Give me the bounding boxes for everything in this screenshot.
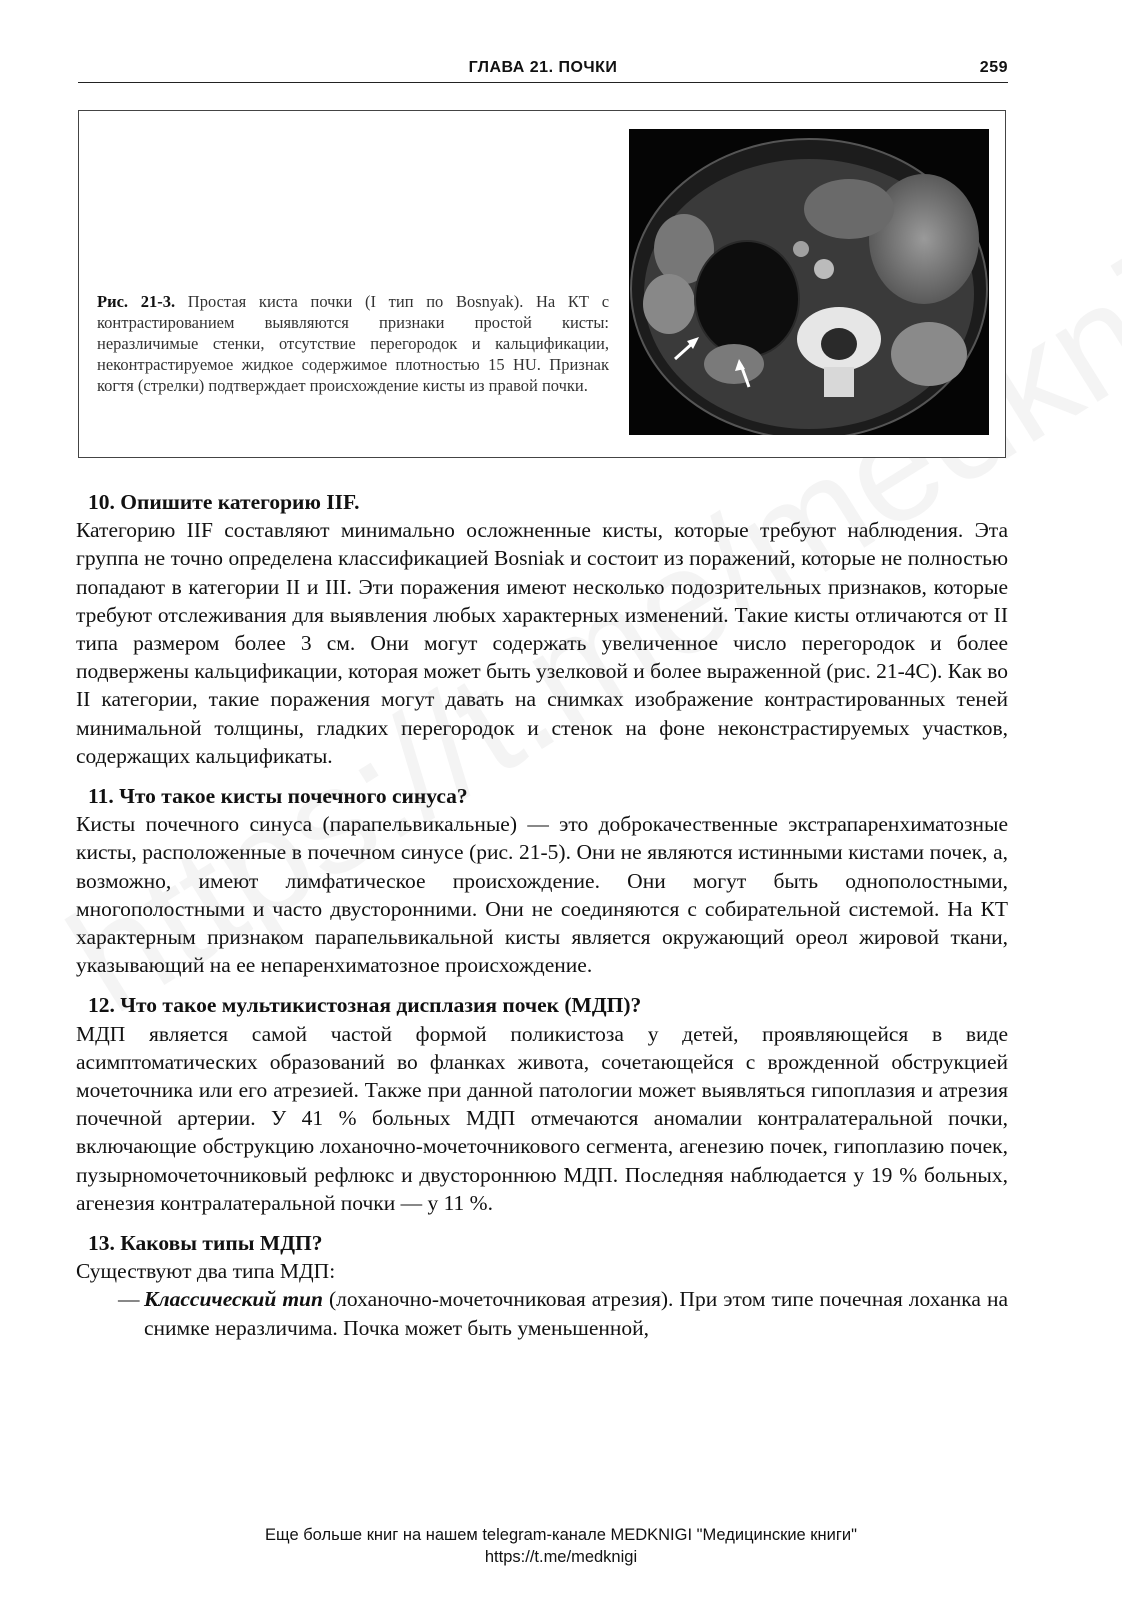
figure-caption xyxy=(97,291,609,396)
list-dash: — xyxy=(118,1287,140,1312)
list-term: Классический тип xyxy=(144,1287,323,1312)
answer-paragraph: Кисты почечного синуса (парапельвикальные) — это доброкачественные экстрапаренхиматозные кисты, расположенные в почечном синусе (рис. 21-5). Они не являются истинными кистами почек, а, возможно, имеют лимфатическое происхождение. Они могут быть однополостными, многополостными и часто двусторонними. Они не соединяются с собирательной системой. На КТ характерным признаком парапельвикальной кисты является окружающий ореол жировой ткани, указывающий на ее непаренхиматозное происхождение. xyxy=(76,812,1008,978)
section-10 xyxy=(76,488,1008,770)
list-item xyxy=(76,1285,1008,1341)
section-11 xyxy=(76,782,1008,979)
question-heading: 11. Что такое кисты почечного синуса? xyxy=(88,784,468,809)
section-12 xyxy=(76,991,1008,1217)
answer-paragraph: Существуют два типа МДП: xyxy=(76,1259,336,1284)
figure-label: Рис. 21-3. xyxy=(97,292,176,311)
section-13 xyxy=(76,1229,1008,1342)
list-text: (лоханочно-мочеточниковая атрезия). При этом типе почечная лоханка на снимке неразличима. Почка может быть уменьшенной, xyxy=(144,1287,1009,1340)
main-text xyxy=(76,488,1008,1354)
chapter-title: ГЛАВА 21. ПОЧКИ xyxy=(468,59,618,76)
answer-paragraph: МДП является самой частой формой поликистоза у детей, проявляющейся в виде асимптоматических образований во фланках живота, сочетающейся с врожденной обструкцией мочеточника или его атрезией. Также при данной патологии может выявляться гипоплазия и атрезия почечной артерии. У 41 % больных МДП отмечаются аномалии контралатеральной почки, включающие обструкцию лоханочно-мочеточникового сегмента, агенезию почек, гипоплазию почек, пузырномочеточниковый рефлюкс и двустороннюю МДП. Последняя наблюдается у 19 % больных, агенезия контралатеральной почки — у 11 %. xyxy=(76,1021,1008,1215)
running-header xyxy=(78,56,1008,83)
footer-line-1: Еще больше книг на нашем telegram-канале MEDKNIGI "Медицинские книги" xyxy=(265,1526,857,1544)
ct-scan-image xyxy=(629,129,989,435)
page-number: 259 xyxy=(979,59,1008,76)
figure-caption-text: Простая киста почки (I тип по Bosnyak). На КТ с контрастированием выявляются признаки простой кисты: неразличимые стенки, отсутствие перегородок и кальцификации, неконтрастируемое жидкое содержимое плотностью 15 HU. Признак когтя (стрелки) подтверждает происхождение кисты из правой почки. xyxy=(97,292,610,395)
footer-link[interactable]: https://t.me/medknigi xyxy=(484,1548,638,1566)
footer xyxy=(0,1524,1122,1568)
figure-21-3 xyxy=(78,110,1006,458)
question-heading: 12. Что такое мультикистозная дисплазия почек (МДП)? xyxy=(88,993,642,1018)
question-heading: 10. Опишите категорию IIF. xyxy=(88,490,360,514)
question-heading: 13. Каковы типы МДП? xyxy=(88,1231,323,1256)
answer-paragraph: Категорию IIF составляют минимально осложненные кисты, которые требуют наблюдения. Эта группа не точно определена классификацией Bosniak и состоит из поражений, которые не полностью попадают в категории II и III. Эти поражения имеют несколько подозрительных признаков, которые требуют отслеживания для выявления любых характерных изменений. Такие кисты отличаются от II типа размером более 3 см. Они могут содержать увеличенное число перегородок и более подвержены кальцификации, которая может быть узелковой и более выраженной (рис. 21-4C). Как во II категории, такие поражения могут давать на снимках изображение контрастированных теней минимальной толщины, гладких перегородок и стенок на фоне неконстрастируемых участков, содержащих кальцификаты. xyxy=(76,518,1008,768)
